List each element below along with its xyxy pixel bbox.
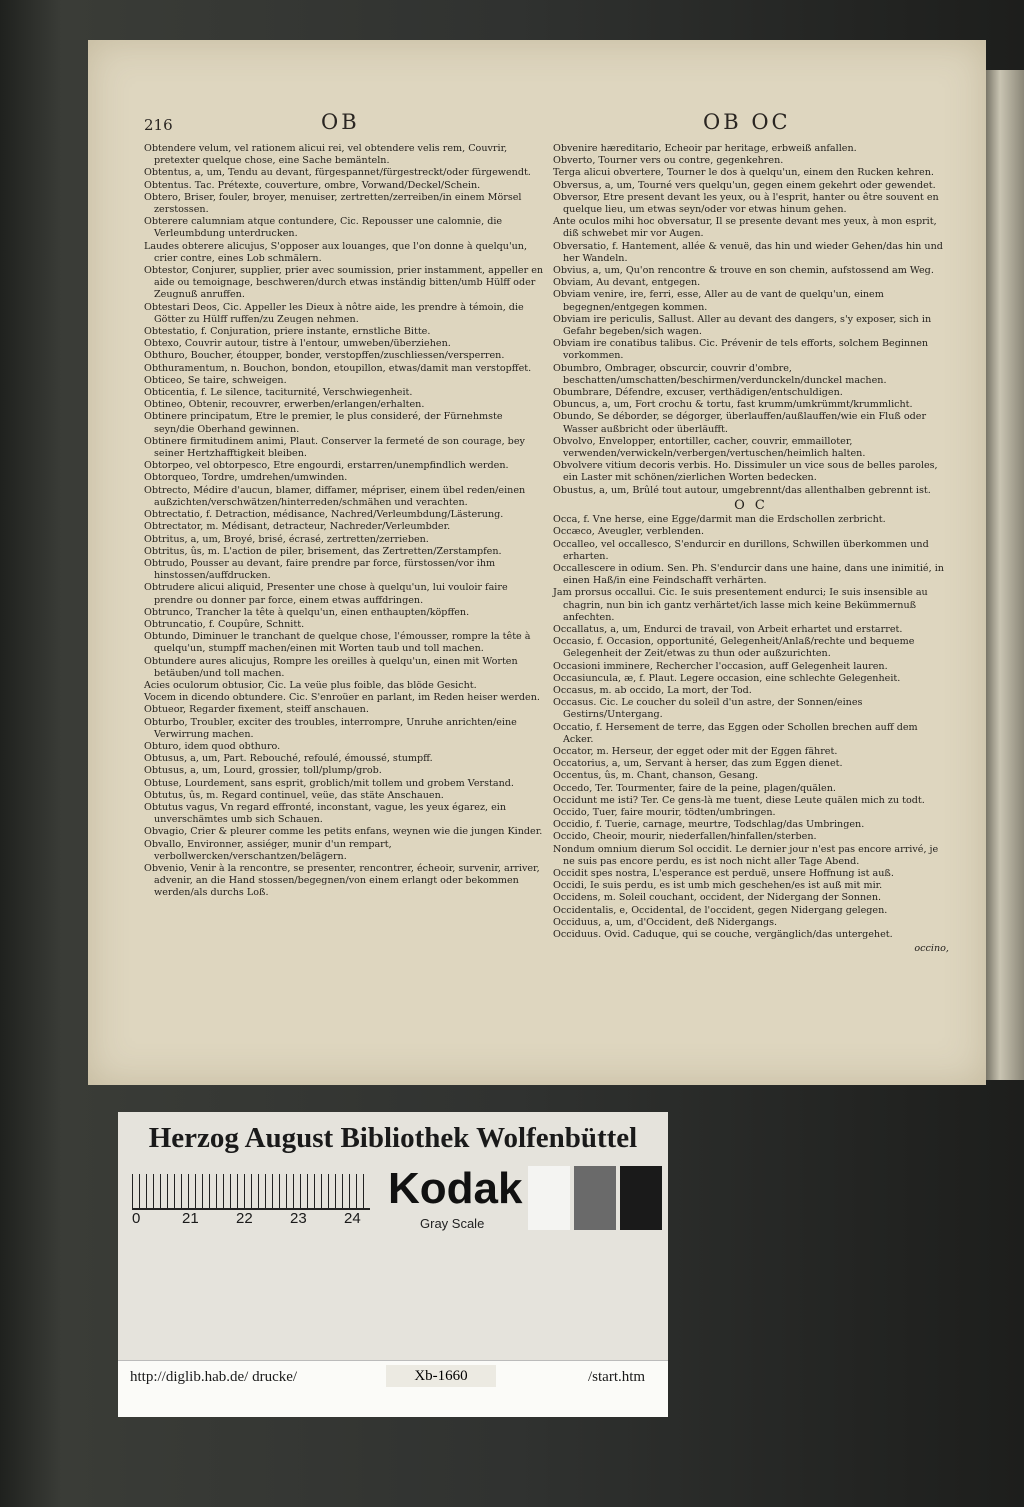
right-column-oc-entries <box>553 514 949 941</box>
dictionary-entry: Obtinere firmitudinem animi, Plaut. Conserver la fermeté de son courage, bey seiner Hertzhafftigkeit bleiben. <box>144 435 525 460</box>
section-heading-oc: O C <box>734 497 768 513</box>
dictionary-entry: Obtusus, a, um, Part. Rebouché, refoulé, émoussé, stumpff. <box>144 753 433 765</box>
dictionary-entry: Jam prorsus occallui. Cic. Ie suis presentement endurci; Ie suis insensible au chagrin, nun bin ich gantz verhärtet/ich lasse mich keine Bekümmernuß anfechten. <box>553 587 928 623</box>
ruler-number: 24 <box>344 1210 361 1227</box>
dictionary-entry: Obumbrare, Défendre, excuser, verthädigen/entschuldigen. <box>553 387 843 399</box>
header-right: OB OC <box>703 110 791 134</box>
running-header <box>88 110 986 142</box>
dictionary-entry: Obturo, idem quod obthuro. <box>144 740 281 752</box>
dictionary-entry: Obtero, Briser, fouler, broyer, menuiser, zertretten/zerreiben/in einem Mörsel zerstossen. <box>144 191 522 216</box>
dictionary-entry: Obthuro, Boucher, étoupper, bonder, verstopffen/zuschliessen/versperren. <box>144 350 505 362</box>
dictionary-entry: Obvagio, Crier & pleurer comme les petits enfans, weynen wie die jungen Kinder. <box>144 826 543 838</box>
gray-patch-mid <box>574 1166 616 1230</box>
book-page <box>88 40 986 1085</box>
ruler-number: 23 <box>290 1210 307 1227</box>
dictionary-entry: Obtritus, a, um, Broyé, brisé, écrasé, zertretten/zerrieben. <box>144 533 429 545</box>
dictionary-entry: Obtestatio, f. Conjuration, priere instante, ernstliche Bitte. <box>144 326 431 338</box>
ruler-scale <box>132 1174 370 1210</box>
page-number: 216 <box>144 116 173 134</box>
dictionary-entry: Obtutus, ûs, m. Regard continuel, veüe, das stäte Anschauen. <box>144 789 444 801</box>
dictionary-entry: Obturbo, Troubler, exciter des troubles, interrompre, Unruhe anrichten/eine Verwirrung machen. <box>144 716 517 740</box>
url-left: http://diglib.hab.de/ drucke/ <box>130 1369 298 1385</box>
dictionary-entry: Occasio, f. Occasion, opportunité, Gelegenheit/Anlaß/rechte und bequeme Gelegenheit der Zeit/etwas zu thun oder außzurichten. <box>553 636 915 660</box>
dictionary-entry: Laudes obterere alicujus, S'opposer aux louanges, que l'on donne à quelqu'un, crier contre, eines Lob schmälern. <box>144 240 528 264</box>
gray-patch-black <box>620 1166 662 1230</box>
dictionary-entry: Occidens, m. Soleil couchant, occident, der Nidergang der Sonnen. <box>553 892 882 904</box>
dictionary-entry: Obtundo, Diminuer le tranchant de quelque chose, l'émousser, rompre la tête à quelqu'un, stumpff machen/einen mit Worten taub und toll machen. <box>144 631 531 655</box>
header-left: OB <box>321 110 360 134</box>
ruler-number: 0 <box>132 1210 141 1227</box>
dictionary-entry: Obterere calumniam atque contundere, Cic. Repousser une calomnie, die Verleumbdung unterdrucken. <box>144 216 503 240</box>
dictionary-entry: Occatorius, a, um, Servant à herser, das zum Eggen dienet. <box>553 758 843 770</box>
dictionary-entry: Obundo, Se déborder, se dégorger, überlauffen/außlauffen/wie ein Fluß oder Wasser außbricht oder überläufft. <box>553 411 927 435</box>
dictionary-entry: Obtestari Deos, Cic. Appeller les Dieux à nôtre aide, les prendre à témoin, die Götter zu Hülff ruffen/zu Zeugen nehmen. <box>144 301 524 325</box>
dictionary-entry: Obtundere aures alicujus, Rompre les oreilles à quelqu'un, einen mit Worten betäuben/und toll machen. <box>144 655 518 679</box>
dictionary-entry: Obticeo, Se taire, schweigen. <box>144 374 287 386</box>
dictionary-entry: Obtinere principatum, Etre le premier, le plus consideré, der Fürnehmste seyn/die Oberhand gewinnen. <box>144 411 503 435</box>
dictionary-entry: Occasus, m. ab occido, La mort, der Tod. <box>553 684 752 696</box>
catchword: occino, <box>914 943 949 955</box>
dictionary-entry: Occidio, f. Tuerie, carnage, meurtre, Todschlag/das Umbringen. <box>553 819 865 831</box>
dictionary-entry: Obtueor, Regarder fixement, steiff anschauen. <box>144 704 369 716</box>
dictionary-entry: Obvenire hæreditario, Echeoir par heritage, erbweiß anfallen. <box>553 143 857 154</box>
dictionary-entry: Occido, Tuer, faire mourir, tödten/umbringen. <box>553 806 776 818</box>
dictionary-entry: Obviam ire periculis, Sallust. Aller au devant des dangers, s'y exposer, sich in Gefahr begeben/sich wagen. <box>553 313 932 338</box>
dictionary-entry: Obtutus vagus, Vn regard effronté, inconstant, vague, les yeux égarez, ein unverschämtes umb sich Schauen. <box>144 801 507 826</box>
dictionary-entry: Obvius, a, um, Qu'on rencontre & trouve en son chemin, aufstossend am Weg. <box>553 265 934 277</box>
dictionary-entry: Obustus, a, um, Brûlé tout autour, umgebrennt/das allenthalben gebrennt ist. <box>553 484 931 496</box>
card-url-bar <box>118 1360 668 1417</box>
card-top-panel <box>118 1112 668 1360</box>
dictionary-entry: Obtentus, a, um, Tendu au devant, fürgespannet/fürgestreckt/oder fürgewendt. <box>144 167 531 179</box>
dictionary-entry: Obtrunco, Trancher la tête à quelqu'un, einen enthaupten/köpffen. <box>144 606 470 618</box>
gray-patch-white <box>528 1166 570 1230</box>
dictionary-entry: Nondum omnium dierum Sol occidit. Le dernier jour n'est pas encore arrivé, je ne suis pas encore perdu, es ist noch nicht aller Tage Abend. <box>553 843 939 867</box>
ruler-number: 21 <box>182 1210 199 1227</box>
dictionary-entry: Occasioni imminere, Rechercher l'occasion, auff Gelegenheit lauren. <box>553 660 888 672</box>
dictionary-entry: Obversatio, f. Hantement, allée & venuë, das hin und wieder Gehen/das hin und her Wandeln. <box>553 240 943 264</box>
dictionary-entry: Obtorpeo, vel obtorpesco, Etre engourdi, erstarren/unempfindlich werden. <box>144 460 509 472</box>
dictionary-entry: Obviam ire conatibus talibus. Cic. Prévenir de tels efforts, solchem Beginnen vorkommen. <box>553 338 929 362</box>
dictionary-entry: Obtritus, ûs, m. L'action de piler, brisement, das Zertretten/Zerstampfen. <box>144 545 502 557</box>
kodak-logo: Kodak <box>388 1164 523 1213</box>
dictionary-entry: Obversor, Etre present devant les yeux, ou à l'esprit, hanter ou être souvent en quelque lieu, um etwas seyn/oder vor etwas hinum gehen. <box>553 191 939 216</box>
dictionary-entry: Obumbro, Ombrager, obscurcir, couvrir d'ombre, beschatten/umschatten/beschirmen/verdunckeln/dunckel machen. <box>553 362 887 386</box>
dictionary-entry: Vocem in dicendo obtundere. Cic. S'enroüer en parlant, im Reden heiser werden. <box>144 692 540 704</box>
dictionary-entry: Obtorqueo, Tordre, umdrehen/umwinden. <box>144 472 348 484</box>
dictionary-entry: Obtineo, Obtenir, recouvrer, erwerben/erlangen/erhalten. <box>144 399 425 411</box>
dictionary-entry: Occa, f. Vne herse, eine Egge/darmit man die Erdschollen zerbricht. <box>553 514 886 526</box>
dictionary-entry: Obtrecto, Médire d'aucun, blamer, diffamer, mépriser, einem übel reden/einen außzichten/verschwätzen/hinterreden/schmähen und verachten. <box>144 484 526 508</box>
right-column <box>553 143 949 955</box>
dictionary-entry: Occidunt me isti? Ter. Ce gens-là me tuent, diese Leute quälen mich zu todt. <box>553 794 925 806</box>
right-column-ob-entries <box>553 143 949 497</box>
dictionary-entry: Occæco, Aveugler, verblenden. <box>553 526 705 538</box>
dictionary-entry: Obversus, a, um, Tourné vers quelqu'un, gegen einem gekehrt oder gewendet. <box>553 179 936 191</box>
dictionary-entry: Occiduus, a, um, d'Occident, deß Nidergangs. <box>553 916 778 928</box>
shelfmark: Xb-1660 <box>386 1365 496 1387</box>
grayscale-label: Gray Scale <box>420 1216 485 1231</box>
dictionary-entry: Occido, Cheoir, mourir, niederfallen/hinfallen/sterben. <box>553 831 817 843</box>
dictionary-entry: Obvenio, Venir à la rencontre, se presenter, rencontrer, écheoir, survenir, arriver, advenir, an die Hand stossen/begegnen/von einem erlangt oder bekommen werden/als durchs Loß. <box>144 862 540 899</box>
dictionary-entry: Obvallo, Environner, assiéger, munir d'un rempart, verbollwercken/verschantzen/belägern. <box>144 838 392 862</box>
dictionary-entry: Obtexo, Couvrir autour, tistre à l'entour, umweben/überziehen. <box>144 338 451 350</box>
dictionary-entry: Ante oculos mihi hoc obversatur, Il se presente devant mes yeux, à mon esprit, diß schwebet mir vor Augen. <box>553 216 937 240</box>
dictionary-entry: Occalleo, vel occallesco, S'endurcir en durillons, Schwillen überkommen und erharten. <box>553 538 929 562</box>
dictionary-entry: Occatio, f. Hersement de terre, das Eggen oder Schollen brechen auff dem Acker. <box>553 721 918 745</box>
dictionary-entry: Obviam, Au devant, entgegen. <box>553 277 701 289</box>
dictionary-entry: Obtruncatio, f. Coupûre, Schnitt. <box>144 618 305 630</box>
dictionary-entry: Obtestor, Conjurer, supplier, prier avec soumission, prier instamment, appeller en aide ou temoignage, beschweren/durch etwas inständig bitten/umb Hülff oder Zeugnuß anruffen. <box>144 265 544 301</box>
dictionary-entry: Obviam venire, ire, ferri, esse, Aller au de vant de quelqu'un, einem begegnen/entgegen kommen. <box>553 289 884 313</box>
dictionary-entry: Occator, m. Herseur, der egget oder mit der Eggen fähret. <box>553 745 838 757</box>
dictionary-entry: Obvolvere vitium decoris verbis. Ho. Dissimuler un vice sous de belles paroles, ein Laster mit schönen/zierlichen Worten bedecken. <box>553 460 938 484</box>
color-calibration-card <box>108 1098 668 1470</box>
dictionary-entry: Obticentia, f. Le silence, taciturnité, Verschwiegenheit. <box>144 387 413 399</box>
dictionary-entry: Occidi, Ie suis perdu, es ist umb mich geschehen/es ist auß mit mir. <box>553 880 883 892</box>
dictionary-entry: Occallatus, a, um, Endurci de travail, von Arbeit erhartet und erstarret. <box>553 623 903 635</box>
dictionary-entry: Occiduus. Ovid. Caduque, qui se couche, vergänglich/das untergehet. <box>553 929 893 940</box>
dictionary-entry: Obtrudere alicui aliquid, Presenter une chose à quelqu'un, lui vouloir faire prendre ou donner par force, einem etwas auffdringen. <box>144 582 508 606</box>
dictionary-entry: Obtrectator, m. Médisant, detracteur, Nachreder/Verleumbder. <box>144 521 451 533</box>
dictionary-entry: Obverto, Tourner vers ou contre, gegenkehren. <box>553 155 784 167</box>
dictionary-entry: Occasiuncula, æ, f. Plaut. Legere occasion, eine schlechte Gelegenheit. <box>553 672 901 684</box>
dictionary-entry: Obthuramentum, n. Bouchon, bondon, etoupillon, etwas/damit man verstopffet. <box>144 362 532 374</box>
dictionary-entry: Obvolvo, Envelopper, entortiller, cacher, couvrir, emmailloter, verwenden/verwickeln/verbergen/vertuschen/heimlich halten. <box>553 435 866 460</box>
dictionary-entry: Obtrectatio, f. Detraction, médisance, Nachred/Verleumbdung/Lästerung. <box>144 509 504 521</box>
ruler-number: 22 <box>236 1210 253 1227</box>
adjacent-page-edge <box>984 70 1024 1080</box>
dictionary-entry: Obtentus. Tac. Prétexte, couverture, ombre, Vorwand/Deckel/Schein. <box>144 179 481 191</box>
dictionary-entry: Obuncus, a, um, Fort crochu & tortu, fast krumm/umkrümmt/krummlicht. <box>553 399 913 411</box>
dictionary-entry: Occentus, ûs, m. Chant, chanson, Gesang. <box>553 770 759 782</box>
dictionary-entry: Terga alicui obvertere, Tourner le dos à quelqu'un, einem den Rucken kehren. <box>553 167 934 179</box>
url-right: /start.htm <box>588 1369 646 1385</box>
library-title: Herzog August Bibliothek Wolfenbüttel <box>148 1122 638 1154</box>
dictionary-entry: Obtuse, Lourdement, sans esprit, groblich/mit tollem und grobem Verstand. <box>144 777 514 789</box>
dictionary-entry: Occidit spes nostra, L'esperance est perduë, unsere Hoffnung ist auß. <box>553 867 894 879</box>
dictionary-entry: Acies oculorum obtusior, Cic. La veüe plus foible, das blöde Gesicht. <box>144 679 477 691</box>
dictionary-entry: Occallescere in odium. Sen. Ph. S'endurcir dans une haine, dans une inimitié, in einen Haß/in eine Feindschafft verhärten. <box>553 562 944 587</box>
dictionary-entry: Obtendere velum, vel rationem alicui rei, vel obtendere velis rem, Couvrir, pretexter quelque chose, eine Sache bemänteln. <box>144 143 508 167</box>
dictionary-entry: Occidentalis, e, Occidental, de l'occident, gegen Nidergang gelegen. <box>553 904 888 916</box>
dictionary-entry: Obtusus, a, um, Lourd, grossier, toll/plump/grob. <box>144 765 382 777</box>
dictionary-entry: Occedo, Ter. Tourmenter, faire de la peine, plagen/quälen. <box>553 782 836 794</box>
dictionary-entry: Occasus. Cic. Le coucher du soleil d'un astre, der Sonnen/eines Gestirns/Untergang. <box>553 697 863 721</box>
dictionary-entry: Obtrudo, Pousser au devant, faire prendre par force, fürstossen/vor ihm hinstossen/auffdrucken. <box>144 557 496 582</box>
left-column <box>144 143 544 900</box>
